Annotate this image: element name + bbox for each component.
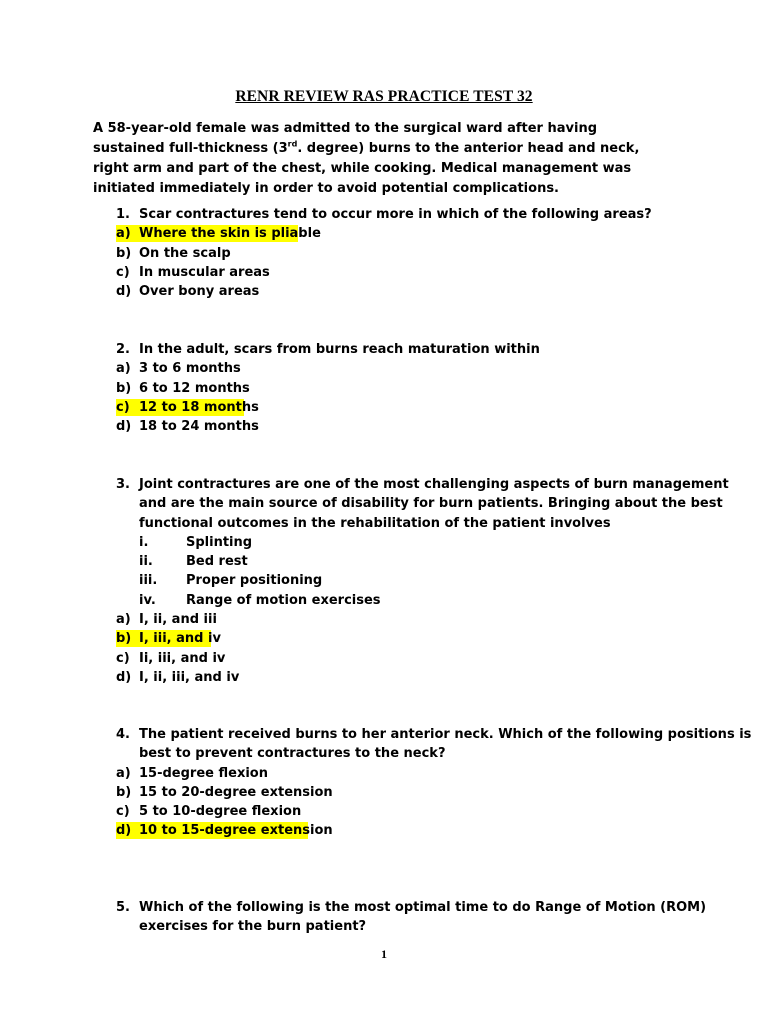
- question-1: [116, 205, 691, 301]
- subitem-text: Bed rest: [186, 554, 248, 570]
- option-text: 15-degree flexion: [139, 765, 268, 781]
- question-text: Scar contractures tend to occur more in which of the following areas?: [139, 207, 652, 222]
- question-stem-line: [116, 917, 691, 936]
- answer-option: [116, 417, 691, 436]
- option-text: I, ii, iii, and iv: [139, 669, 240, 685]
- answer-option: [116, 263, 691, 282]
- intro-superscript: rd: [287, 139, 298, 149]
- page-number: 1: [381, 947, 387, 961]
- option-label: b): [116, 631, 132, 647]
- answer-option: [116, 783, 691, 802]
- answer-option: [116, 610, 691, 629]
- question-number: 2.: [116, 342, 130, 357]
- answer-option: [116, 224, 691, 243]
- intro-text-part2: . degree) burns to the anterior head and neck, right arm and part of the chest, while cooking. Medical management was initiated immediately in order to avoid potential complications.: [93, 141, 640, 196]
- option-label: c): [116, 650, 130, 666]
- roman-numeral: ii.: [139, 554, 153, 570]
- question-number: 1.: [116, 207, 130, 222]
- question-text-line: Joint contractures are one of the most challenging aspects of burn management: [139, 477, 729, 492]
- roman-numeral: iii.: [139, 573, 158, 589]
- answer-option: [116, 764, 691, 783]
- option-label: b): [116, 245, 132, 261]
- subitem-text: Range of motion exercises: [186, 592, 381, 608]
- option-text: In muscular areas: [139, 264, 270, 280]
- option-text: 12 to 18 months: [139, 399, 259, 415]
- answer-option: [116, 629, 691, 648]
- case-scenario: [93, 119, 653, 199]
- option-text: 18 to 24 months: [139, 419, 259, 435]
- answer-option: [116, 802, 691, 821]
- question-5: [116, 898, 707, 937]
- question-text-line: best to prevent contractures to the neck?: [139, 746, 446, 762]
- question-stem-line: [116, 744, 691, 763]
- option-label: b): [116, 380, 132, 396]
- option-text: I, iii, and iv: [139, 631, 221, 647]
- option-label: c): [116, 399, 130, 415]
- answer-option: [116, 359, 691, 378]
- question-number: 3.: [116, 477, 130, 492]
- option-label: b): [116, 784, 132, 800]
- question-text-line: and are the main source of disability for burn patients. Bringing about the best: [139, 496, 723, 512]
- question-text-line: Which of the following is the most optimal time to do Range of Motion (ROM): [139, 900, 707, 915]
- question-text-line: exercises for the burn patient?: [139, 919, 367, 935]
- answer-option: [116, 282, 691, 301]
- option-label: d): [116, 284, 132, 300]
- roman-numeral: i.: [139, 534, 149, 550]
- roman-subitem: [116, 591, 691, 610]
- question-4: [116, 725, 752, 841]
- option-label: d): [116, 823, 132, 839]
- question-number: 5.: [116, 900, 130, 915]
- question-stem-line: [116, 898, 707, 917]
- answer-option: [116, 821, 691, 840]
- question-stem-line: [116, 725, 752, 744]
- answer-option: [116, 244, 691, 263]
- option-text: 6 to 12 months: [139, 380, 250, 396]
- option-text: 5 to 10-degree flexion: [139, 804, 302, 820]
- question-stem-line: [116, 475, 729, 494]
- option-label: c): [116, 264, 130, 280]
- question-number: 4.: [116, 727, 130, 742]
- option-text: I, ii, and iii: [139, 612, 217, 628]
- option-label: a): [116, 361, 131, 377]
- roman-numeral: iv.: [139, 592, 156, 608]
- answer-option: [116, 379, 691, 398]
- page-title: RENR REVIEW RAS PRACTICE TEST 32: [235, 88, 533, 105]
- question-stem: [116, 205, 691, 224]
- option-text: 3 to 6 months: [139, 361, 241, 377]
- option-text: On the scalp: [139, 245, 231, 261]
- question-text-line: functional outcomes in the rehabilitation of the patient involves: [139, 515, 611, 531]
- option-label: d): [116, 669, 132, 685]
- roman-subitem: [116, 571, 691, 590]
- roman-subitem: [116, 552, 691, 571]
- option-label: a): [116, 612, 131, 628]
- roman-subitem: [116, 533, 691, 552]
- answer-option: [116, 398, 691, 417]
- option-text: Ii, iii, and iv: [139, 650, 226, 666]
- option-text: Where the skin is pliable: [139, 226, 321, 242]
- answer-option: [116, 649, 691, 668]
- question-stem: [116, 340, 691, 359]
- question-text-line: The patient received burns to her anterior neck. Which of the following positions is: [139, 727, 752, 742]
- option-label: a): [116, 226, 131, 242]
- option-text: Over bony areas: [139, 284, 260, 300]
- answer-option: [116, 668, 691, 687]
- intro-text-part1: A 58-year-old female was admitted to the surgical ward after having sustained full-thickness (3: [93, 121, 598, 156]
- subitem-text: Splinting: [186, 534, 253, 550]
- question-3: [116, 475, 729, 687]
- question-stem-line: [116, 514, 691, 533]
- option-label: c): [116, 804, 130, 820]
- option-label: a): [116, 765, 131, 781]
- question-text: In the adult, scars from burns reach maturation within: [139, 342, 540, 357]
- question-2: [116, 340, 691, 436]
- option-label: d): [116, 419, 132, 435]
- option-text: 10 to 15-degree extension: [139, 823, 333, 839]
- option-text: 15 to 20-degree extension: [139, 784, 333, 800]
- subitem-text: Proper positioning: [186, 573, 323, 589]
- question-stem-line: [116, 494, 723, 513]
